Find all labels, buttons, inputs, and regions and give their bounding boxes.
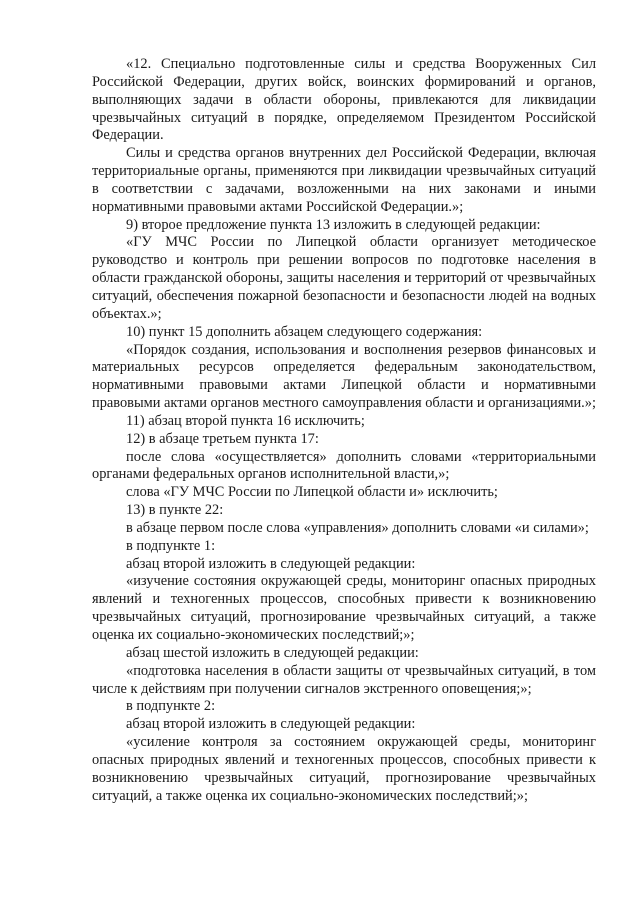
paragraph-first-abzac: в абзаце первом после слова «управления» дополнить словами «и силами»;: [126, 519, 589, 536]
paragraph-internal-affairs-forces: Силы и средства органов внутренних дел Российской Федерации, включая территориальные органы, применяются при ликвидации чрезвычайных ситуаций в соответствии с задачами, возложенными на них законами и иными нормативными правовыми актами Российской Федерации.»;: [92, 145, 596, 215]
paragraph-second-abzac-1: абзац второй изложить в следующей редакции:: [126, 555, 416, 572]
paragraph-exclude-words: слова «ГУ МЧС России по Липецкой области и» исключить;: [126, 484, 498, 501]
paragraph-amendment-11: 11) абзац второй пункта 16 исключить;: [126, 412, 365, 429]
document-page: [92, 56, 596, 805]
paragraph-subitem-2: в подпункте 2:: [126, 698, 216, 715]
paragraph-amendment-10: 10) пункт 15 дополнить абзацем следующего содержания:: [126, 323, 483, 340]
paragraph-item-12: «12. Специально подготовленные силы и средства Вооруженных Сил Российской Федерации, других войск, воинских формирований и органов, выполняющих задачи в области обороны, привлекаются для ликвидации чрезвычайных ситуаций в порядке, определяемом Президентом Российской Федерации.: [92, 56, 596, 144]
paragraph-monitoring-1: «изучение состояния окружающей среды, мониторинг опасных природных явлений и техногенных процессов, способных привести к возникновению чрезвычайных ситуаций, прогнозирование чрезвычайных ситуаций, а также оценка их социально-экономических последствий;»;: [92, 573, 596, 643]
paragraph-amendment-13: 13) в пункте 22:: [126, 502, 224, 519]
paragraph-add-territorial-bodies: после слова «осуществляется» дополнить словами «территориальными органами федеральных органов исполнительной власти,»;: [92, 448, 596, 483]
paragraph-sixth-abzac: абзац шестой изложить в следующей редакции:: [126, 644, 419, 661]
paragraph-second-abzac-2: абзац второй изложить в следующей редакции:: [126, 716, 416, 733]
paragraph-emercom-guidance: «ГУ МЧС России по Липецкой области организует методическое руководство и контроль при решении вопросов по подготовке населения в области гражданской обороны, защиты населения и территорий от чрезвычайных ситуаций, обеспечения пожарной безопасности и безопасности людей на водных объектах.»;: [92, 234, 596, 322]
paragraph-amendment-12: 12) в абзаце третьем пункта 17:: [126, 430, 319, 447]
paragraph-population-training: «подготовка населения в области защиты от чрезвычайных ситуаций, в том числе к действиям при получении сигналов экстренного оповещения;»;: [92, 662, 596, 697]
paragraph-subitem-1: в подпункте 1:: [126, 537, 216, 554]
paragraph-amendment-9: 9) второе предложение пункта 13 изложить в следующей редакции:: [126, 216, 541, 233]
paragraph-monitoring-2: «усиление контроля за состоянием окружающей среды, мониторинг опасных природных явлений и техногенных процессов, способных привести к возникновению чрезвычайных ситуаций, прогнозирование чрезвычайных ситуаций, а также оценка их социально-экономических последствий;»;: [92, 734, 596, 804]
paragraph-reserves-procedure: «Порядок создания, использования и восполнения резервов финансовых и материальных ресурсов определяется федеральным законодательством, нормативными правовыми актами Липецкой области и нормативными правовыми актами органов местного самоуправления области и организациями.»;: [92, 341, 596, 412]
